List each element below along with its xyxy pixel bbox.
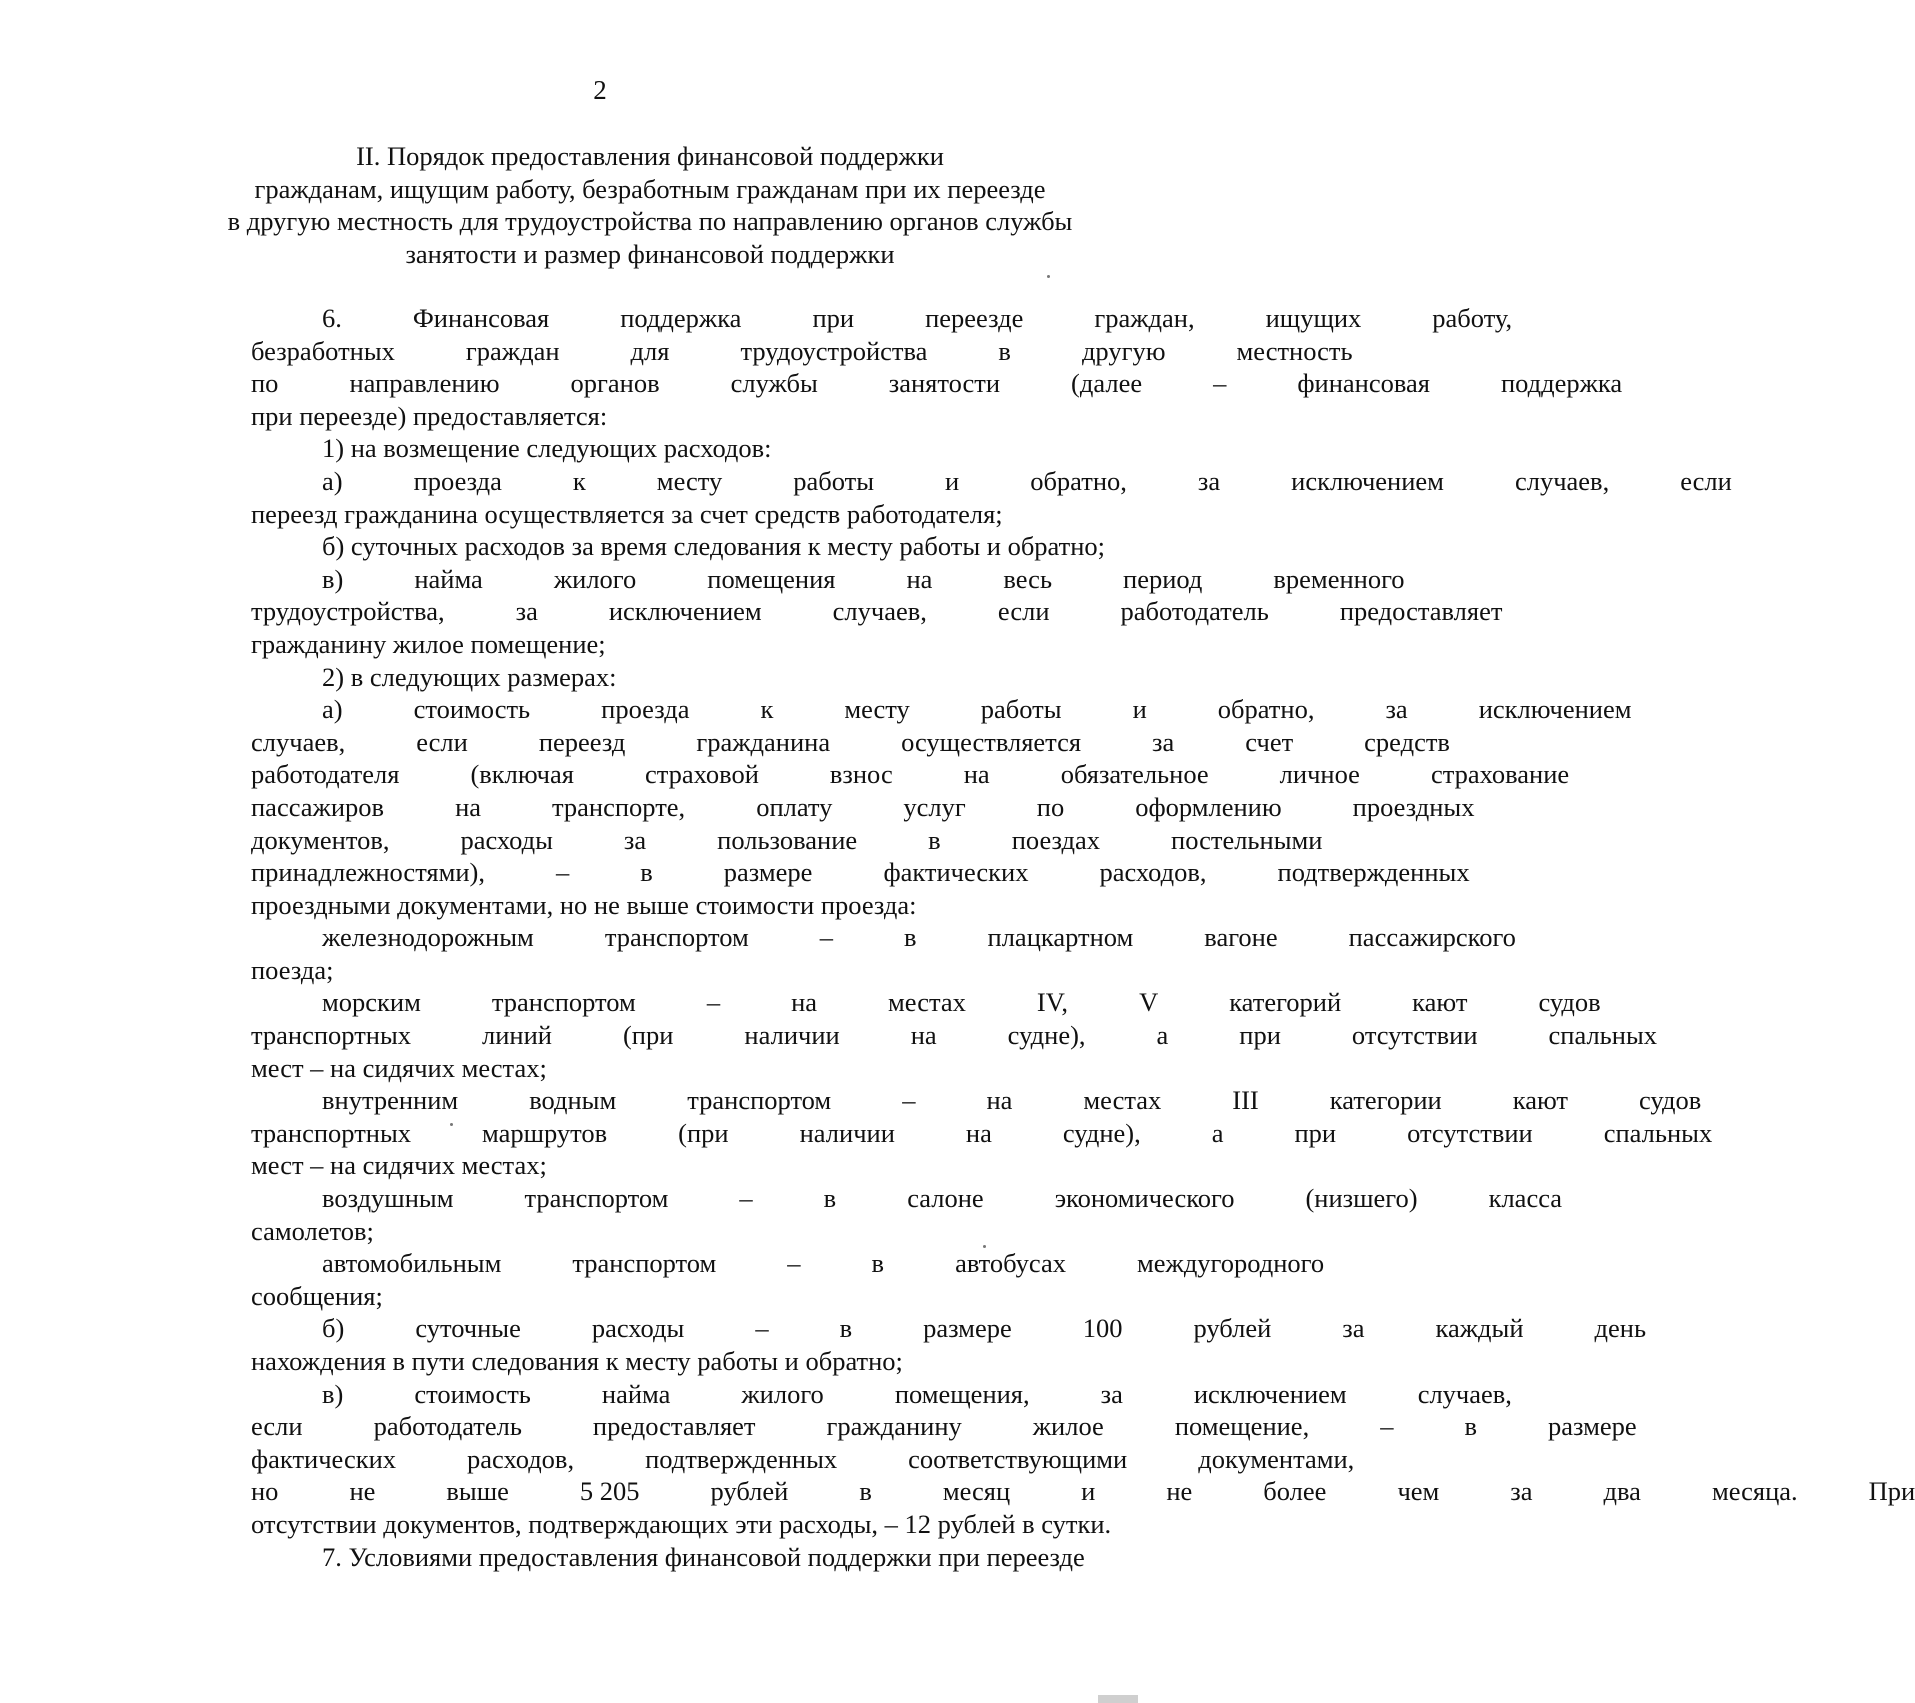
word: а) (322, 465, 343, 496)
word: службы (730, 368, 818, 399)
word: V (1139, 987, 1159, 1018)
word: судов (1639, 1085, 1702, 1116)
word: не (1166, 1476, 1193, 1507)
word: – (755, 1313, 769, 1344)
word: водным (529, 1085, 617, 1116)
page-number: 2 (593, 75, 607, 105)
word: граждан (465, 335, 560, 366)
word: а (1211, 1117, 1224, 1148)
word: за (1342, 1313, 1365, 1344)
word: местность (1236, 335, 1353, 366)
word: автомобильным (322, 1248, 502, 1279)
word: финансовая (1297, 368, 1430, 399)
word: салоне (907, 1183, 984, 1214)
text-line: проездными документами, но не выше стоимости проезда: (251, 889, 917, 920)
word: – (819, 922, 834, 953)
word: в) (322, 563, 344, 594)
word: в (640, 857, 653, 888)
word: (при (622, 1020, 674, 1051)
word: рублей (1193, 1313, 1272, 1344)
word: чем (1397, 1476, 1440, 1507)
paragraph (180, 1312, 1647, 1377)
word: месту (844, 694, 910, 725)
word: междугородного (1136, 1248, 1325, 1279)
word: по (1036, 791, 1065, 822)
text-line (180, 367, 1623, 400)
word: гражданина (696, 726, 831, 757)
word: транспорте, (552, 791, 686, 822)
word: на (910, 1020, 937, 1051)
text-line (180, 1247, 1325, 1280)
section-title-line: в другую местность для трудоустройства по направлению органов службы (227, 206, 1073, 236)
word: гражданину (826, 1411, 962, 1442)
word: воздушным (322, 1183, 454, 1214)
scan-edge-mark (1098, 1695, 1138, 1703)
word: день (1594, 1313, 1647, 1344)
word: по (251, 368, 279, 399)
word: – (1380, 1411, 1394, 1442)
text-line: отсутствии документов, подтверждающих эти расходы, – 12 рублей в сутки. (251, 1508, 1112, 1539)
word: документами, (1198, 1443, 1355, 1474)
word: III (1232, 1085, 1259, 1116)
word: документов, (251, 824, 390, 855)
word: взнос (829, 759, 893, 790)
text-line: при переезде) предоставляется: (251, 400, 608, 431)
word: каждый (1435, 1313, 1524, 1344)
text-line: нахождения в пути следования к месту работы и обратно; (251, 1346, 903, 1376)
word: другую (1081, 335, 1166, 366)
text-line: самолетов; (251, 1215, 374, 1246)
word: период (1123, 563, 1203, 594)
text-line: сообщения; (251, 1280, 383, 1311)
word: соответствующими (908, 1443, 1128, 1474)
text-line (180, 1019, 1657, 1052)
word: транспортом (687, 1085, 832, 1116)
word: – (1213, 368, 1227, 399)
word: пассажиров (251, 791, 385, 822)
word: при (1239, 1020, 1281, 1051)
text-line (180, 465, 1732, 498)
word: исключением (1291, 465, 1444, 496)
paragraph (180, 302, 1623, 432)
word: не (349, 1476, 376, 1507)
word: проезда (601, 694, 690, 725)
word: расходы (591, 1313, 685, 1344)
paragraph (180, 693, 1632, 921)
word: поездах (1011, 824, 1101, 855)
word: услуг (903, 791, 966, 822)
word: плацкартном (987, 922, 1134, 953)
text-line: мест – на сидячих местах; (251, 1150, 547, 1181)
text-line (180, 856, 1470, 889)
word: размере (923, 1313, 1012, 1344)
word: помещения, (894, 1378, 1030, 1409)
word: работы (980, 694, 1062, 725)
word: за (1510, 1476, 1533, 1507)
text-line (180, 1443, 1355, 1476)
word: осуществляется (901, 726, 1082, 757)
word: экономического (1054, 1183, 1235, 1214)
text-line: мест – на сидячих местах; (251, 1052, 547, 1083)
word: расходов, (1099, 857, 1207, 888)
text-line (180, 563, 1405, 596)
text-line (180, 302, 1513, 335)
word: исключением (1193, 1378, 1347, 1409)
word: стоимость (413, 694, 531, 725)
text-line (180, 693, 1632, 726)
word: б) (322, 1313, 345, 1344)
word: обратно, (1030, 465, 1127, 496)
word: 100 (1082, 1313, 1123, 1344)
word: линий (482, 1020, 552, 1051)
word: проезда (413, 465, 502, 496)
word: и (945, 465, 960, 496)
word: месяц (942, 1476, 1011, 1507)
word: в) (322, 1378, 344, 1409)
scan-speck (450, 1123, 453, 1126)
word: если (251, 1411, 303, 1442)
word: случаев, (1514, 465, 1610, 496)
word: морским (322, 987, 421, 1018)
word: 6. (322, 303, 342, 333)
section-title (170, 140, 1130, 270)
word: при (1294, 1117, 1337, 1148)
word: – (706, 987, 721, 1018)
word: 5 205 (579, 1476, 640, 1507)
word: работы (793, 465, 875, 496)
word: пользование (717, 824, 858, 855)
paragraph (180, 1541, 1125, 1574)
word: месту (656, 465, 723, 496)
word: работодателя (251, 759, 400, 790)
word: за (1100, 1378, 1123, 1409)
word: категории (1329, 1085, 1442, 1116)
word: транспортом (604, 922, 749, 953)
word: на (963, 759, 990, 790)
word: жилого (553, 563, 637, 594)
word: оформлению (1135, 791, 1282, 822)
word: переезд (538, 726, 626, 757)
word: органов (570, 368, 660, 399)
text-line (180, 1475, 1915, 1508)
word: жилое (1032, 1411, 1104, 1442)
word: местах (1083, 1085, 1162, 1116)
word: исключением (608, 596, 762, 627)
word: обязательное (1060, 759, 1209, 790)
word: в (871, 1248, 885, 1279)
word: страхование (1430, 759, 1570, 790)
word: вагоне (1204, 922, 1278, 953)
word: в (839, 1313, 853, 1344)
text-line (180, 1182, 1563, 1215)
word: а (1156, 1020, 1169, 1051)
word: стоимость (414, 1378, 531, 1409)
text-line: б) суточных расходов за время следования к месту работы и обратно; (322, 531, 1106, 562)
word: в (823, 1183, 837, 1214)
word: на (791, 987, 818, 1018)
text-line: 2) в следующих размерах: (322, 661, 617, 692)
text-line (180, 335, 1353, 368)
word: транспортных (251, 1020, 412, 1051)
word: если (1680, 465, 1732, 496)
word: в (998, 335, 1011, 366)
word: наличии (799, 1117, 895, 1148)
word: суточные (415, 1313, 521, 1344)
word: подтвержденных (645, 1443, 838, 1474)
text-line (180, 595, 1503, 628)
word: за (1385, 694, 1408, 725)
paragraph (180, 1084, 1713, 1182)
word: автобусах (955, 1248, 1066, 1279)
text-line: переезд гражданина осуществляется за счет средств работодателя; (251, 498, 1003, 529)
word: при (812, 303, 855, 333)
paragraph (180, 563, 1503, 661)
word: и (1132, 694, 1147, 725)
word: но (251, 1476, 279, 1507)
text-line (180, 758, 1570, 791)
word: работодатель (1120, 596, 1269, 627)
word: класса (1488, 1183, 1563, 1214)
word: личное (1279, 759, 1360, 790)
paragraph (180, 661, 1125, 694)
word: весь (1003, 563, 1053, 594)
paragraph (180, 986, 1657, 1084)
word: поддержка (1500, 368, 1623, 399)
word: в (928, 824, 941, 855)
word: на (906, 563, 933, 594)
word: к (572, 465, 586, 496)
paragraph (180, 432, 1125, 465)
word: фактических (251, 1443, 397, 1474)
word: рублей (710, 1476, 789, 1507)
word: судне), (1062, 1117, 1141, 1148)
word: найма (601, 1378, 671, 1409)
word: (при (678, 1117, 729, 1148)
word: в (859, 1476, 872, 1507)
word: помещение, (1174, 1411, 1310, 1442)
word: железнодорожным (322, 922, 534, 953)
word: (низшего) (1305, 1183, 1418, 1214)
word: судов (1538, 987, 1601, 1018)
word: предоставляет (592, 1411, 756, 1442)
text-line (180, 726, 1450, 759)
word: случаев, (1417, 1378, 1512, 1409)
paragraph (180, 921, 1516, 986)
scan-speck (983, 1245, 986, 1248)
word: средств (1364, 726, 1450, 757)
word: маршрутов (482, 1117, 608, 1148)
word: работу, (1432, 303, 1513, 333)
word: отсутствии (1407, 1117, 1533, 1148)
word: и (1081, 1476, 1096, 1507)
text-line (180, 921, 1516, 954)
word: на (455, 791, 482, 822)
document-body (180, 302, 1915, 1573)
word: ищущих (1265, 303, 1362, 333)
word: если (416, 726, 468, 757)
word: для (630, 335, 670, 366)
word: пассажирского (1348, 922, 1516, 953)
word: более (1263, 1476, 1327, 1507)
word: (далее (1071, 368, 1143, 399)
word: (включая (470, 759, 574, 790)
word: – (902, 1085, 916, 1116)
word: транспортом (572, 1248, 717, 1279)
word: временного (1273, 563, 1405, 594)
text-line (180, 1410, 1637, 1443)
word: предоставляет (1339, 596, 1503, 627)
word: транспортом (491, 987, 636, 1018)
word: занятости (888, 368, 1001, 399)
word: расходов, (467, 1443, 575, 1474)
word: размере (723, 857, 813, 888)
word: а) (322, 694, 343, 725)
word: два (1603, 1476, 1641, 1507)
word: счет (1245, 726, 1294, 757)
word: работодатель (373, 1411, 522, 1442)
word: к (760, 694, 774, 725)
word: категорий (1229, 987, 1342, 1018)
word: за (1197, 465, 1221, 496)
word: жилого (741, 1378, 824, 1409)
word: судне), (1007, 1020, 1086, 1051)
text-line (180, 1378, 1512, 1411)
word: отсутствии (1351, 1020, 1478, 1051)
word: проездных (1352, 791, 1475, 822)
word: внутренним (322, 1085, 459, 1116)
word: трудоустройства, (251, 596, 445, 627)
word: безработных (251, 335, 395, 366)
word: обратно, (1217, 694, 1315, 725)
text-line (180, 1084, 1702, 1117)
word: При (1868, 1476, 1915, 1507)
word: – (739, 1183, 753, 1214)
paragraph (180, 465, 1732, 530)
word: если (997, 596, 1050, 627)
word: местах (888, 987, 966, 1018)
paragraph (180, 1247, 1325, 1312)
word: кают (1512, 1085, 1568, 1116)
word: подтвержденных (1277, 857, 1470, 888)
word: оплату (756, 791, 833, 822)
word: за (515, 596, 538, 627)
text-line (180, 791, 1475, 824)
word: на (965, 1117, 992, 1148)
word: фактических (883, 857, 1029, 888)
text-line (180, 824, 1323, 857)
word: спальных (1603, 1117, 1713, 1148)
word: граждан, (1094, 303, 1195, 333)
word: транспортом (524, 1183, 669, 1214)
paragraph (180, 1378, 1915, 1541)
section-title-line: II. Порядок предоставления финансовой поддержки (356, 141, 944, 171)
text-line (180, 986, 1601, 1019)
word: случаев, (832, 596, 927, 627)
word: кают (1412, 987, 1468, 1018)
word: помещения (707, 563, 836, 594)
word: Финансовая (412, 303, 550, 333)
word: размере (1547, 1411, 1637, 1442)
text-line: 7. Условиями предоставления финансовой поддержки при переезде (322, 1541, 1085, 1572)
word: расходы (460, 824, 553, 855)
scan-speck (1047, 275, 1050, 278)
section-title-line: занятости и размер финансовой поддержки (405, 238, 895, 269)
word: трудоустройства (740, 335, 928, 366)
word: – (556, 857, 570, 888)
word: в (1464, 1411, 1477, 1442)
word: переезде (925, 303, 1024, 333)
word: месяца. (1711, 1476, 1798, 1507)
text-line (180, 1117, 1713, 1150)
text-line: поезда; (251, 954, 334, 985)
word: постельными (1171, 824, 1323, 855)
text-line (180, 1312, 1647, 1345)
word: случаев, (251, 726, 346, 757)
word: наличии (744, 1020, 840, 1051)
paragraph (180, 1182, 1563, 1247)
word: принадлежностями), (251, 857, 486, 888)
word: за (623, 824, 647, 855)
section-title-line: гражданам, ищущим работу, безработным гражданам при их переезде (254, 173, 1046, 204)
word: найма (414, 563, 483, 594)
paragraph (180, 530, 1125, 563)
word: за (1152, 726, 1175, 757)
word: выше (446, 1476, 509, 1507)
word: IV, (1036, 987, 1069, 1018)
word: – (787, 1248, 801, 1279)
word: исключением (1478, 694, 1632, 725)
word: спальных (1548, 1020, 1657, 1051)
word: поддержка (620, 303, 742, 333)
word: транспортных (251, 1117, 412, 1148)
text-line: 1) на возмещение следующих расходов: (322, 433, 772, 464)
word: на (986, 1085, 1013, 1116)
text-line: гражданину жилое помещение; (251, 628, 606, 659)
word: в (904, 922, 917, 953)
word: направлению (349, 368, 500, 399)
word: страховой (644, 759, 759, 790)
